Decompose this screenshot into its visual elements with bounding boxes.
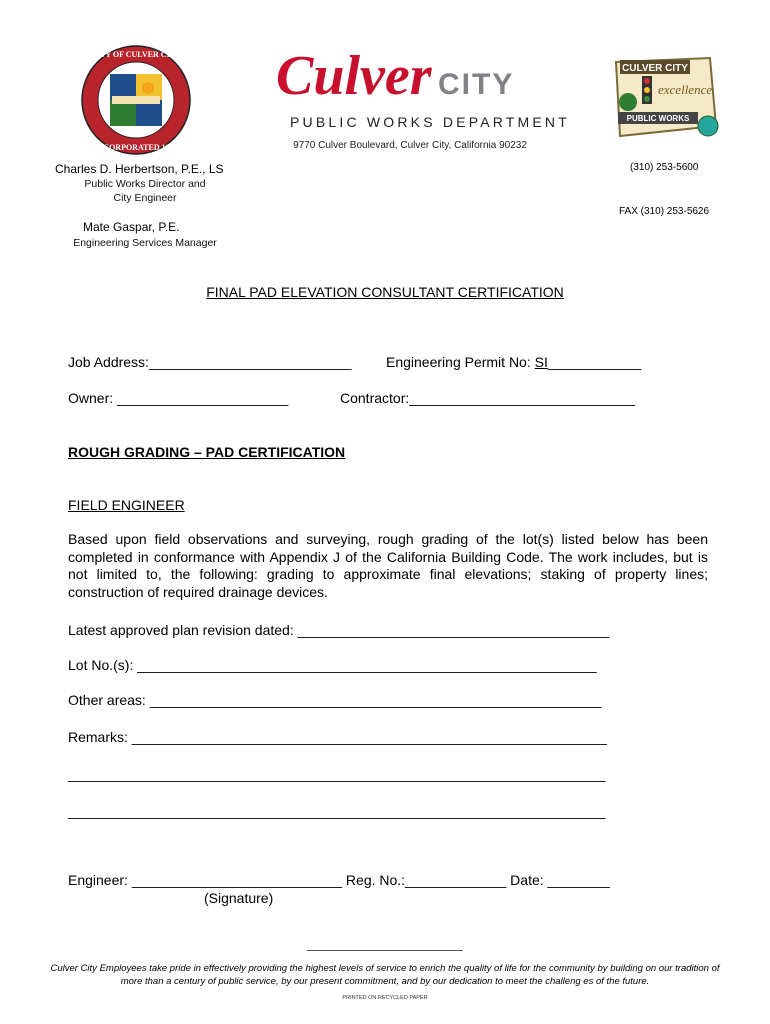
permit-blank: ____________: [547, 354, 642, 370]
certification-paragraph: Based upon field observations and surveying, rough grading of the lot(s) listed below has been completed in conformance with Appendix J of the California Building Code. The work includes, but is not limited to, the following: grading to approximate final elevations; staking of property lines; construction of required drainage devices.: [68, 531, 708, 600]
badge-text-mid: excellence: [658, 82, 713, 97]
footer-motto: Culver City Employees take pride in effectively providing the highest levels of service to enrich the quality of life for the community by building on our tradition of more than a century of public service, by our present commitment, and by our dedication to meet the challeng es of the future.: [50, 963, 720, 987]
badge-text-top: CULVER CITY: [622, 63, 688, 74]
footer-divider: [307, 950, 463, 951]
remarks-line-3[interactable]: _____________________________________________________________________: [68, 803, 606, 819]
department-name: PUBLIC WORKS DEPARTMENT: [290, 114, 570, 130]
culver-city-wordmark: [276, 36, 546, 106]
remarks-field[interactable]: Remarks: _____________________________________________________________: [68, 729, 607, 745]
logo-word-culver: Culver: [276, 45, 432, 106]
remarks-line-2[interactable]: _____________________________________________________________________: [68, 766, 606, 782]
field-engineer-heading: FIELD ENGINEER: [68, 497, 185, 513]
badge-text-bottom: PUBLIC WORKS: [626, 114, 690, 123]
signature-caption: (Signature): [204, 890, 274, 906]
director-title-1: Public Works Director and: [84, 178, 206, 190]
permit-number-field[interactable]: [386, 354, 641, 370]
lot-numbers-field[interactable]: Lot No.(s): ___________________________________________________________: [68, 657, 597, 673]
engineer-signature-line[interactable]: Engineer: ___________________________ Reg. No.:_____________ Date: ________: [68, 872, 610, 888]
other-areas-field[interactable]: Other areas: __________________________________________________________: [68, 692, 602, 708]
job-address-field[interactable]: Job Address:__________________________: [68, 354, 352, 370]
permit-label: Engineering Permit No:: [386, 354, 535, 370]
department-address: 9770 Culver Boulevard, Culver City, California 90232: [293, 140, 527, 151]
phone-number: (310) 253-5600: [630, 162, 699, 173]
section-heading: ROUGH GRADING – PAD CERTIFICATION: [68, 444, 346, 460]
printed-note: PRINTED ON RECYCLED PAPER: [342, 995, 428, 1001]
manager-name: Mate Gaspar, P.E.: [83, 220, 180, 234]
seal-text-bottom: INCORPORATED 1917: [94, 143, 178, 152]
director-title-2: City Engineer: [113, 192, 177, 204]
form-title: FINAL PAD ELEVATION CONSULTANT CERTIFICATION: [206, 284, 564, 300]
director-name: Charles D. Herbertson, P.E., LS: [55, 162, 224, 176]
permit-prefix: SI: [534, 354, 548, 370]
fax-number: FAX (310) 253-5626: [619, 206, 710, 217]
owner-field[interactable]: Owner: ______________________: [68, 390, 289, 406]
excellence-badge-logo: [610, 54, 726, 146]
manager-title: Engineering Services Manager: [73, 237, 217, 249]
contractor-field[interactable]: Contractor:_____________________________: [340, 390, 636, 406]
logo-word-city: CITY: [438, 68, 515, 101]
plan-revision-field[interactable]: Latest approved plan revision dated: ________________________________________: [68, 622, 610, 638]
seal-text-top: CITY OF CULVER CITY: [91, 50, 181, 59]
city-seal-logo: [80, 44, 192, 156]
